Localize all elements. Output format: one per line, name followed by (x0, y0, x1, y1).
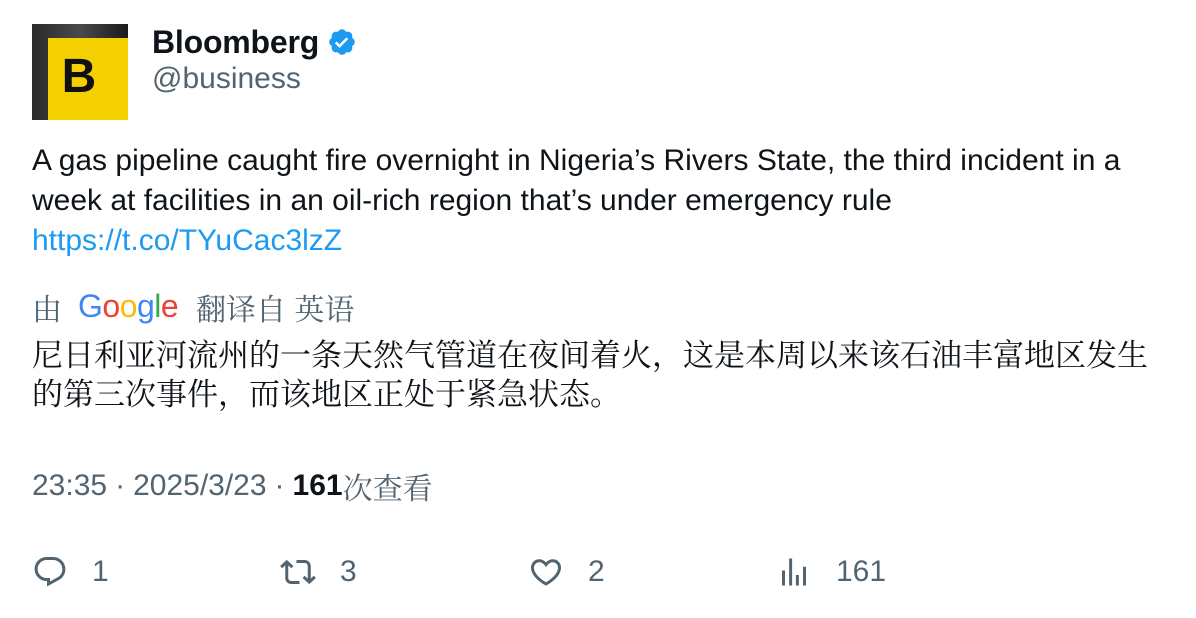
bloomberg-logo-icon (32, 24, 128, 120)
views-button[interactable] (776, 550, 886, 594)
like-button[interactable] (528, 550, 605, 594)
translation-suffix: 翻译自 英语 (196, 294, 355, 327)
translated-text: 尼日利亚河流州的一条天然气管道在夜间着火，这是本周以来该石油丰富地区发生的第三次事件，而该地区正处于紧急状态。 (32, 338, 1148, 412)
reply-button[interactable] (32, 550, 109, 594)
tweet-link[interactable]: https://t.co/TYuCac3lzZ (32, 224, 343, 257)
author-handle[interactable]: @business (152, 62, 301, 95)
action-bar (32, 550, 1162, 594)
tweet-body: A gas pipeline caught fire overnight in Nigeria’s Rivers State, the third incident in a week at facilities in an oil-rich region that’s under emergency rule (32, 144, 1121, 217)
like-count: 2 (588, 555, 605, 588)
reply-count: 1 (92, 555, 109, 588)
tweet-date[interactable]: 2025/3/23 (133, 469, 267, 502)
svg-text:Google: Google (78, 288, 179, 324)
translation-prefix: 由 (32, 294, 62, 327)
views-action-count: 161 (836, 555, 887, 588)
tweet-time[interactable]: 23:35 (32, 469, 108, 502)
avatar[interactable] (32, 24, 128, 120)
avatar-letter: B (61, 50, 97, 103)
meta-separator: · (274, 469, 285, 502)
retweet-count: 3 (340, 555, 357, 588)
translation-attribution[interactable] (32, 286, 354, 328)
tweet-text (32, 141, 1162, 261)
verified-badge-icon[interactable] (327, 27, 357, 57)
display-name[interactable]: Bloomberg (152, 23, 320, 60)
views-icon (776, 554, 812, 590)
retweet-button[interactable] (280, 550, 357, 594)
views-label[interactable]: 次查看 (342, 473, 433, 506)
views-count[interactable]: 161 (292, 469, 343, 502)
reply-icon (32, 554, 68, 590)
google-logo (78, 288, 179, 325)
meta-separator: · (115, 469, 126, 502)
like-icon (528, 554, 564, 590)
author-name-row[interactable] (152, 22, 357, 62)
tweet-meta (32, 464, 433, 508)
retweet-icon (280, 554, 316, 590)
